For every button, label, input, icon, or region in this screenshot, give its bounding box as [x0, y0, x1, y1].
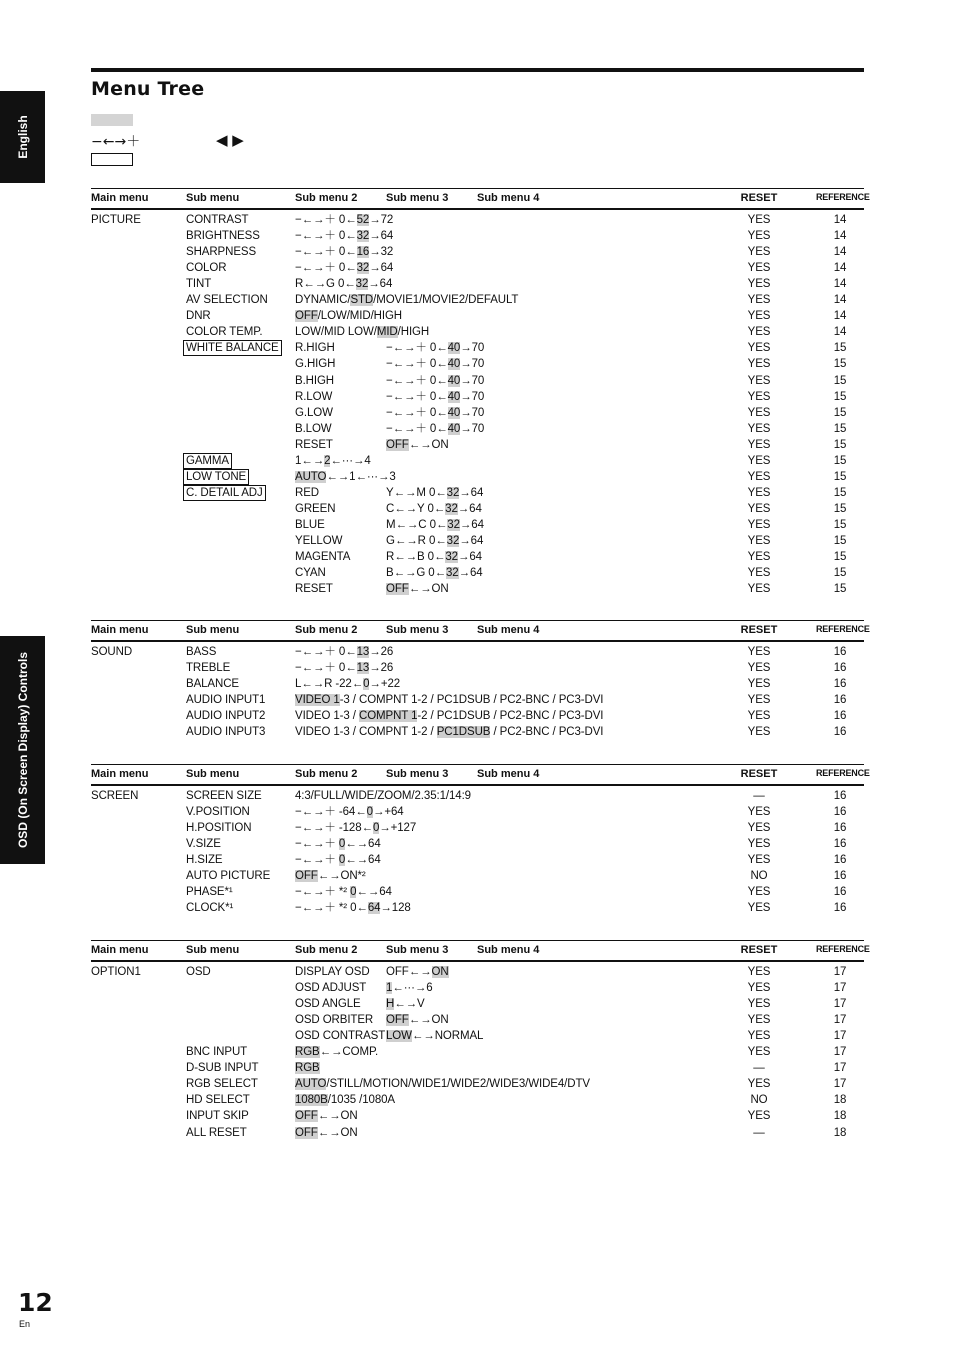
- reference-cell: 16: [833, 822, 847, 835]
- sub-menu-2-cell: GREEN: [295, 502, 336, 515]
- default-value-highlight: OFF: [295, 1126, 318, 1139]
- sub-menu-cell: BASS: [186, 646, 217, 658]
- sub-menu-3-cell: OFF←→ON: [386, 1014, 449, 1027]
- header-sub-menu: Sub menu: [186, 624, 240, 636]
- reset-cell: YES: [747, 486, 771, 499]
- default-value-highlight: 32: [446, 486, 460, 499]
- reset-cell: YES: [747, 806, 771, 819]
- reference-cell: 16: [833, 870, 847, 883]
- reset-cell: YES: [747, 310, 771, 323]
- reset-cell: YES: [747, 390, 771, 403]
- sub-menu-2-cell: B.HIGH: [295, 374, 335, 387]
- sub-menu-2-cell: AUTO/STILL/MOTION/WIDE1/WIDE2/WIDE3/WIDE4/DTV: [295, 1078, 590, 1091]
- sub-menu-cell: BNC INPUT: [186, 1046, 248, 1059]
- sub-menu-2-cell: RESET: [295, 583, 333, 596]
- reset-cell: YES: [747, 694, 771, 707]
- sub-menu-3-cell: R←→B 0←32→64: [386, 551, 482, 564]
- default-value-highlight: 40: [447, 374, 461, 387]
- table-top-rule: [91, 940, 864, 941]
- sub-menu-2-cell: [295, 1061, 320, 1075]
- table-top-rule: [91, 764, 864, 765]
- sub-menu-3-cell: OFF←→ON: [386, 966, 449, 978]
- reset-cell: YES: [747, 1046, 771, 1059]
- sub-menu-cell: TINT: [186, 278, 212, 291]
- sub-menu-cell: COLOR TEMP.: [186, 326, 263, 339]
- default-value-highlight: OFF: [386, 438, 409, 451]
- header-sub-menu-3: Sub menu 3: [386, 944, 449, 956]
- reset-cell: YES: [747, 678, 771, 691]
- sub-menu-3-cell: −←→＋ 0←40→70: [386, 422, 485, 435]
- default-value-highlight: 52: [356, 214, 370, 226]
- header-sub-menu: Sub menu: [186, 192, 240, 204]
- header-reset: RESET: [740, 624, 778, 636]
- top-rule: [91, 68, 864, 72]
- sub-menu-cell: CLOCK*¹: [186, 902, 234, 915]
- sub-menu-2-cell: RESET: [295, 438, 333, 451]
- default-value-highlight: OFF: [386, 583, 409, 596]
- reset-cell: YES: [747, 518, 771, 531]
- sub-menu-cell: AUDIO INPUT1: [186, 694, 266, 707]
- default-value-highlight: 0: [372, 822, 380, 835]
- reset-cell: YES: [747, 342, 771, 355]
- sub-menu-cell: TREBLE: [186, 662, 231, 675]
- legend-arrow-icons: ◀ ▶: [216, 131, 244, 149]
- default-value-highlight: 32: [445, 502, 458, 515]
- reference-cell: 16: [833, 662, 847, 675]
- sub-menu-2-cell: DYNAMIC/STD/MOVIE1/MOVIE2/DEFAULT: [295, 294, 519, 307]
- header-reset: RESET: [740, 192, 778, 204]
- default-value-highlight: 0: [338, 838, 346, 851]
- sub-menu-cell: SCREEN SIZE: [186, 790, 262, 802]
- default-value-highlight: OFF: [386, 1014, 409, 1027]
- table-header-rule: [91, 960, 864, 962]
- sub-menu-cell: SHARPNESS: [186, 246, 257, 259]
- reset-cell: YES: [747, 1030, 771, 1043]
- sub-menu-cell: COLOR: [186, 262, 227, 275]
- header-reset: RESET: [740, 768, 778, 780]
- sub-menu-3-cell: −←→＋ 0←40→70: [386, 358, 485, 371]
- reference-cell: 15: [833, 358, 847, 371]
- sub-menu-2-cell: BLUE: [295, 518, 325, 531]
- sub-menu-2-cell: −←→＋ 0←→64: [295, 838, 381, 851]
- reference-cell: 16: [833, 886, 847, 899]
- reset-cell: YES: [747, 294, 771, 307]
- reset-cell: YES: [747, 966, 771, 978]
- default-value-highlight: 13: [356, 662, 370, 675]
- reset-cell: YES: [747, 726, 771, 739]
- sub-menu-3-cell: C←→Y 0←32→64: [386, 502, 482, 515]
- reset-cell: YES: [747, 535, 771, 547]
- sub-menu-2-cell: VIDEO 1-3 / COMPNT 1-2 / PC1DSUB / PC2-BNC / PC3-DVI: [295, 710, 604, 723]
- default-value-highlight: 64: [367, 902, 381, 915]
- sub-menu-2-cell: OSD ADJUST: [295, 982, 367, 995]
- table-header-rule: [91, 640, 864, 642]
- sub-menu-3-cell: 1←···→6: [386, 982, 433, 995]
- header-sub-menu-2: Sub menu 2: [295, 192, 358, 204]
- default-value-highlight: MID: [376, 326, 398, 339]
- sub-menu-cell: LOW TONE: [186, 470, 247, 483]
- sub-menu-cell: DNR: [186, 310, 211, 323]
- reference-cell: 17: [833, 1078, 847, 1091]
- default-value-highlight: STD: [350, 294, 374, 307]
- sub-menu-2-cell: 4:3/FULL/WIDE/ZOOM/2.35:1/14:9: [295, 790, 471, 802]
- legend-submenu-box: [91, 153, 133, 166]
- sub-menu-2-cell: −←→＋ 0←13→26: [295, 646, 394, 658]
- sub-menu-3-cell: −←→＋ 0←40→70: [386, 390, 485, 403]
- sub-menu-2-cell: R.HIGH: [295, 342, 335, 355]
- reset-cell: YES: [747, 326, 771, 339]
- sub-menu-3-cell: −←→＋ 0←40→70: [386, 342, 485, 355]
- default-value-highlight: 0: [366, 806, 373, 819]
- page-number: 12: [18, 1288, 53, 1317]
- default-value-highlight: 2: [324, 454, 331, 467]
- default-value-highlight: 0: [350, 886, 357, 899]
- reset-cell: YES: [747, 1110, 771, 1123]
- sub-menu-cell: CONTRAST: [186, 214, 249, 226]
- sub-menu-cell: HD SELECT: [186, 1094, 250, 1107]
- default-value-highlight: LOW: [386, 1030, 412, 1043]
- default-value-highlight: 1080B: [295, 1094, 328, 1107]
- default-value-highlight: 13: [356, 646, 370, 658]
- legend-default-swatch: [91, 114, 133, 126]
- table-top-rule: [91, 188, 864, 189]
- reset-cell: YES: [747, 1078, 771, 1091]
- reset-cell: YES: [747, 406, 771, 419]
- sub-menu-2-cell: −←→＋ 0←32→64: [295, 262, 394, 275]
- header-sub-menu-3: Sub menu 3: [386, 624, 449, 636]
- sub-menu-3-cell: OFF←→ON: [386, 583, 449, 596]
- reference-cell: 15: [833, 583, 847, 596]
- main-menu-cell: SOUND: [91, 646, 133, 658]
- default-value-highlight: 32: [355, 278, 369, 291]
- sub-menu-2-cell: L←→R -22←0→+22: [295, 678, 401, 691]
- reference-cell: 17: [833, 982, 847, 995]
- reset-cell: YES: [747, 422, 771, 435]
- reset-cell: YES: [747, 1014, 771, 1027]
- default-value-highlight: 16: [356, 246, 370, 259]
- reference-cell: 15: [833, 454, 847, 467]
- sub-menu-2-cell: G.HIGH: [295, 358, 336, 371]
- main-menu-cell: OPTION1: [91, 966, 141, 978]
- header-reference: REFERENCE: [816, 192, 870, 202]
- header-reference: REFERENCE: [816, 624, 870, 634]
- sub-menu-2-cell: DISPLAY OSD: [295, 966, 370, 978]
- sub-menu-2-cell: 1←→2←···→4: [295, 454, 371, 467]
- reference-cell: 16: [833, 678, 847, 691]
- sub-menu-2-cell: OSD CONTRAST: [295, 1030, 386, 1043]
- table-header-rule: [91, 208, 864, 210]
- reset-cell: YES: [747, 902, 771, 915]
- default-value-highlight: 0: [363, 678, 370, 691]
- default-value-highlight: 32: [356, 230, 370, 243]
- reset-cell: YES: [747, 822, 771, 835]
- sub-menu-cell: BRIGHTNESS: [186, 230, 260, 243]
- header-sub-menu: Sub menu: [186, 944, 240, 956]
- sub-menu-3-cell: H←→V: [386, 998, 425, 1011]
- sub-menu-3-cell: Y←→M 0←32→64: [386, 486, 484, 499]
- reference-cell: 17: [833, 1014, 847, 1027]
- sub-menu-2-cell: MAGENTA: [295, 551, 351, 564]
- sub-menu-2-cell: OFF←→ON*²: [295, 870, 366, 883]
- reference-cell: 14: [833, 246, 847, 259]
- side-tab-label: OSD (On Screen Display) Controls: [15, 651, 30, 849]
- reference-cell: 14: [833, 214, 847, 226]
- reference-cell: 16: [833, 902, 847, 915]
- reference-cell: 17: [833, 1030, 847, 1043]
- sub-menu-2-cell: OFF←→ON: [295, 1110, 358, 1123]
- reset-cell: —: [753, 1126, 765, 1139]
- sub-menu-cell: H.POSITION: [186, 822, 252, 835]
- reference-cell: 15: [833, 390, 847, 403]
- sub-menu-2-cell: −←→＋ *² 0←→64: [295, 886, 392, 899]
- header-reference: REFERENCE: [816, 944, 870, 954]
- default-value-highlight: 40: [447, 406, 461, 419]
- sub-menu-cell: V.SIZE: [186, 838, 221, 851]
- reference-cell: 18: [833, 1110, 847, 1123]
- sub-menu-2-cell: AUTO←→1←···→3: [295, 470, 396, 483]
- sub-menu-2-cell: R.LOW: [295, 390, 333, 403]
- sub-menu-3-cell: B←→G 0←32→64: [386, 567, 483, 580]
- default-value-highlight: 32: [447, 518, 460, 531]
- reference-cell: 17: [833, 1046, 847, 1059]
- header-sub-menu-2: Sub menu 2: [295, 944, 358, 956]
- reference-cell: 16: [833, 726, 847, 739]
- default-value-highlight: 32: [445, 551, 458, 564]
- header-sub-menu-3: Sub menu 3: [386, 768, 449, 780]
- reference-cell: 14: [833, 310, 847, 323]
- sub-menu-3-cell: M←→C 0←32→64: [386, 518, 484, 531]
- sub-menu-2-cell: VIDEO 1-3 / COMPNT 1-2 / PC1DSUB / PC2-BNC / PC3-DVI: [295, 726, 604, 739]
- table-header-rule: [91, 784, 864, 786]
- reset-cell: YES: [747, 662, 771, 675]
- reference-cell: 16: [833, 710, 847, 723]
- sub-menu-2-cell: −←→＋ 0←32→64: [295, 230, 394, 243]
- reference-cell: 15: [833, 470, 847, 483]
- reference-cell: 15: [833, 374, 847, 387]
- header-sub-menu-2: Sub menu 2: [295, 624, 358, 636]
- default-value-highlight: RGB: [295, 1046, 320, 1059]
- sub-menu-cell: BALANCE: [186, 678, 239, 691]
- reset-cell: YES: [747, 502, 771, 515]
- sub-menu-3-cell: −←→＋ 0←40→70: [386, 406, 485, 419]
- reset-cell: YES: [747, 470, 771, 483]
- sub-menu-cell: OSD: [186, 966, 211, 978]
- reference-cell: 18: [833, 1094, 847, 1107]
- header-sub-menu-4: Sub menu 4: [477, 768, 540, 780]
- sub-menu-cell: V.POSITION: [186, 806, 250, 819]
- default-value-highlight: H: [386, 998, 395, 1011]
- table-top-rule: [91, 620, 864, 621]
- sub-menu-cell: C. DETAIL ADJ: [186, 486, 263, 499]
- sub-menu-2-cell: OFF/LOW/MID/HIGH: [295, 310, 403, 323]
- main-menu-cell: PICTURE: [91, 214, 141, 226]
- reset-cell: YES: [747, 710, 771, 723]
- default-value-highlight: ON: [431, 966, 449, 978]
- sub-menu-cell: AUDIO INPUT3: [186, 726, 266, 739]
- reference-cell: 15: [833, 502, 847, 515]
- reset-cell: YES: [747, 214, 771, 226]
- default-value-highlight: 0: [338, 854, 346, 867]
- reset-cell: YES: [747, 838, 771, 851]
- sub-menu-cell: WHITE BALANCE: [186, 342, 279, 355]
- sub-menu-2-cell: −←→＋ 0←13→26: [295, 662, 394, 675]
- reference-cell: 14: [833, 326, 847, 339]
- default-value-highlight: RGB: [295, 1062, 320, 1075]
- default-value-highlight: 32: [446, 567, 459, 580]
- default-value-highlight: VIDEO 1: [295, 694, 340, 707]
- reference-cell: 16: [833, 694, 847, 707]
- reference-cell: 16: [833, 838, 847, 851]
- reference-cell: 15: [833, 551, 847, 564]
- page-language: En: [19, 1319, 31, 1329]
- sub-menu-2-cell: OSD ANGLE: [295, 998, 361, 1011]
- default-value-highlight: AUTO: [295, 470, 327, 483]
- reset-cell: YES: [747, 278, 771, 291]
- reference-cell: 14: [833, 262, 847, 275]
- reference-cell: 15: [833, 406, 847, 419]
- reset-cell: YES: [747, 982, 771, 995]
- sub-menu-2-cell: −←→＋ -64←0→+64: [295, 806, 404, 819]
- sub-menu-2-cell: YELLOW: [295, 535, 343, 547]
- default-value-highlight: OFF: [295, 870, 318, 883]
- sub-menu-2-cell: −←→＋ *² 0←64→128: [295, 902, 411, 915]
- reference-cell: 18: [833, 1126, 847, 1139]
- reset-cell: YES: [747, 262, 771, 275]
- reset-cell: YES: [747, 551, 771, 564]
- sub-menu-cell: AUDIO INPUT2: [186, 710, 266, 723]
- legend-range-symbol: −←→＋: [91, 134, 141, 150]
- sub-menu-2-cell: G.LOW: [295, 406, 333, 419]
- default-value-highlight: AUTO: [295, 1078, 327, 1091]
- header-main-menu: Main menu: [91, 624, 149, 636]
- sub-menu-2-cell: LOW/MID LOW/MID/HIGH: [295, 326, 430, 339]
- default-value-highlight: 32: [356, 262, 370, 275]
- header-sub-menu-4: Sub menu 4: [477, 944, 540, 956]
- header-sub-menu-4: Sub menu 4: [477, 624, 540, 636]
- reset-cell: YES: [747, 230, 771, 243]
- reset-cell: NO: [750, 870, 768, 883]
- side-tab-label: English: [15, 115, 30, 159]
- default-value-highlight: OFF: [295, 1110, 318, 1123]
- sub-menu-2-cell: OSD ORBITER: [295, 1014, 374, 1027]
- sub-menu-cell: GAMMA: [186, 454, 229, 467]
- sub-menu-3-cell: OFF←→ON: [386, 438, 449, 451]
- default-value-highlight: COMPNT 1: [359, 710, 418, 723]
- reset-cell: NO: [750, 1094, 768, 1107]
- sub-menu-2-cell: −←→＋ -128←0→+127: [295, 822, 417, 835]
- sub-menu-2-cell: CYAN: [295, 567, 326, 580]
- reset-cell: YES: [747, 854, 771, 867]
- reference-cell: 14: [833, 294, 847, 307]
- reset-cell: —: [753, 790, 765, 802]
- reference-cell: 15: [833, 535, 847, 547]
- sub-menu-3-cell: G←→R 0←32→64: [386, 535, 484, 547]
- reference-cell: 15: [833, 342, 847, 355]
- sub-menu-2-cell: −←→＋ 0←16→32: [295, 246, 394, 259]
- reference-cell: 15: [833, 518, 847, 531]
- header-sub-menu: Sub menu: [186, 768, 240, 780]
- reset-cell: YES: [747, 998, 771, 1011]
- header-reset: RESET: [740, 944, 778, 956]
- sub-menu-cell: AV SELECTION: [186, 294, 268, 307]
- header-main-menu: Main menu: [91, 768, 149, 780]
- reference-cell: 15: [833, 438, 847, 451]
- reference-cell: 15: [833, 422, 847, 435]
- sub-menu-2-cell: R←→G 0←32→64: [295, 278, 393, 291]
- default-value-highlight: 40: [447, 390, 461, 403]
- reference-cell: 14: [833, 278, 847, 291]
- reset-cell: YES: [747, 886, 771, 899]
- sub-menu-cell: D-SUB INPUT: [186, 1062, 259, 1075]
- side-tab-english: [0, 91, 45, 183]
- default-value-highlight: 40: [447, 422, 461, 435]
- sub-menu-3-cell: LOW←→NORMAL: [386, 1030, 484, 1043]
- reference-cell: 14: [833, 230, 847, 243]
- reset-cell: YES: [747, 438, 771, 451]
- default-value-highlight: 32: [446, 535, 460, 547]
- reset-cell: YES: [747, 358, 771, 371]
- reset-cell: YES: [747, 454, 771, 467]
- header-sub-menu-3: Sub menu 3: [386, 192, 449, 204]
- sub-menu-2-cell: OFF←→ON: [295, 1126, 358, 1139]
- header-sub-menu-2: Sub menu 2: [295, 768, 358, 780]
- sub-menu-cell: INPUT SKIP: [186, 1110, 249, 1123]
- side-tab-osd-controls: [0, 636, 45, 864]
- sub-menu-2-cell: VIDEO 1-3 / COMPNT 1-2 / PC1DSUB / PC2-BNC / PC3-DVI: [295, 694, 604, 707]
- sub-menu-2-cell: 1080B/1035 /1080A: [295, 1094, 395, 1107]
- sub-menu-cell: ALL RESET: [186, 1126, 247, 1139]
- page-title: Menu Tree: [91, 78, 205, 100]
- header-main-menu: Main menu: [91, 944, 149, 956]
- sub-menu-cell: AUTO PICTURE: [186, 870, 271, 883]
- reference-cell: 16: [833, 790, 847, 802]
- reset-cell: YES: [747, 646, 771, 658]
- reset-cell: YES: [747, 583, 771, 596]
- reset-cell: —: [753, 1062, 765, 1075]
- sub-menu-3-cell: −←→＋ 0←40→70: [386, 374, 485, 387]
- reference-cell: 15: [833, 486, 847, 499]
- sub-menu-2-cell: −←→＋ 0←52→72: [295, 214, 394, 226]
- header-sub-menu-4: Sub menu 4: [477, 192, 540, 204]
- reference-cell: 17: [833, 998, 847, 1011]
- reset-cell: YES: [747, 246, 771, 259]
- main-menu-cell: SCREEN: [91, 790, 139, 802]
- sub-menu-2-cell: RGB←→COMP.: [295, 1046, 379, 1059]
- reference-cell: 15: [833, 567, 847, 580]
- default-value-highlight: PC1DSUB: [436, 726, 491, 739]
- default-value-highlight: OFF: [295, 310, 318, 323]
- reference-cell: 17: [833, 966, 847, 978]
- sub-menu-cell: PHASE*¹: [186, 886, 233, 899]
- reference-cell: 16: [833, 854, 847, 867]
- sub-menu-2-cell: B.LOW: [295, 422, 332, 435]
- reference-cell: 16: [833, 646, 847, 658]
- reference-cell: 17: [833, 1062, 847, 1075]
- default-value-highlight: 1: [386, 982, 393, 995]
- default-value-highlight: 40: [447, 358, 461, 371]
- reference-cell: 16: [833, 806, 847, 819]
- reset-cell: YES: [747, 374, 771, 387]
- sub-menu-2-cell: RED: [295, 486, 319, 499]
- default-value-highlight: 40: [447, 342, 461, 355]
- header-main-menu: Main menu: [91, 192, 149, 204]
- sub-menu-2-cell: −←→＋ 0←→64: [295, 854, 381, 867]
- header-reference: REFERENCE: [816, 768, 870, 778]
- reset-cell: YES: [747, 567, 771, 580]
- sub-menu-cell: RGB SELECT: [186, 1078, 258, 1091]
- sub-menu-cell: H.SIZE: [186, 854, 223, 867]
